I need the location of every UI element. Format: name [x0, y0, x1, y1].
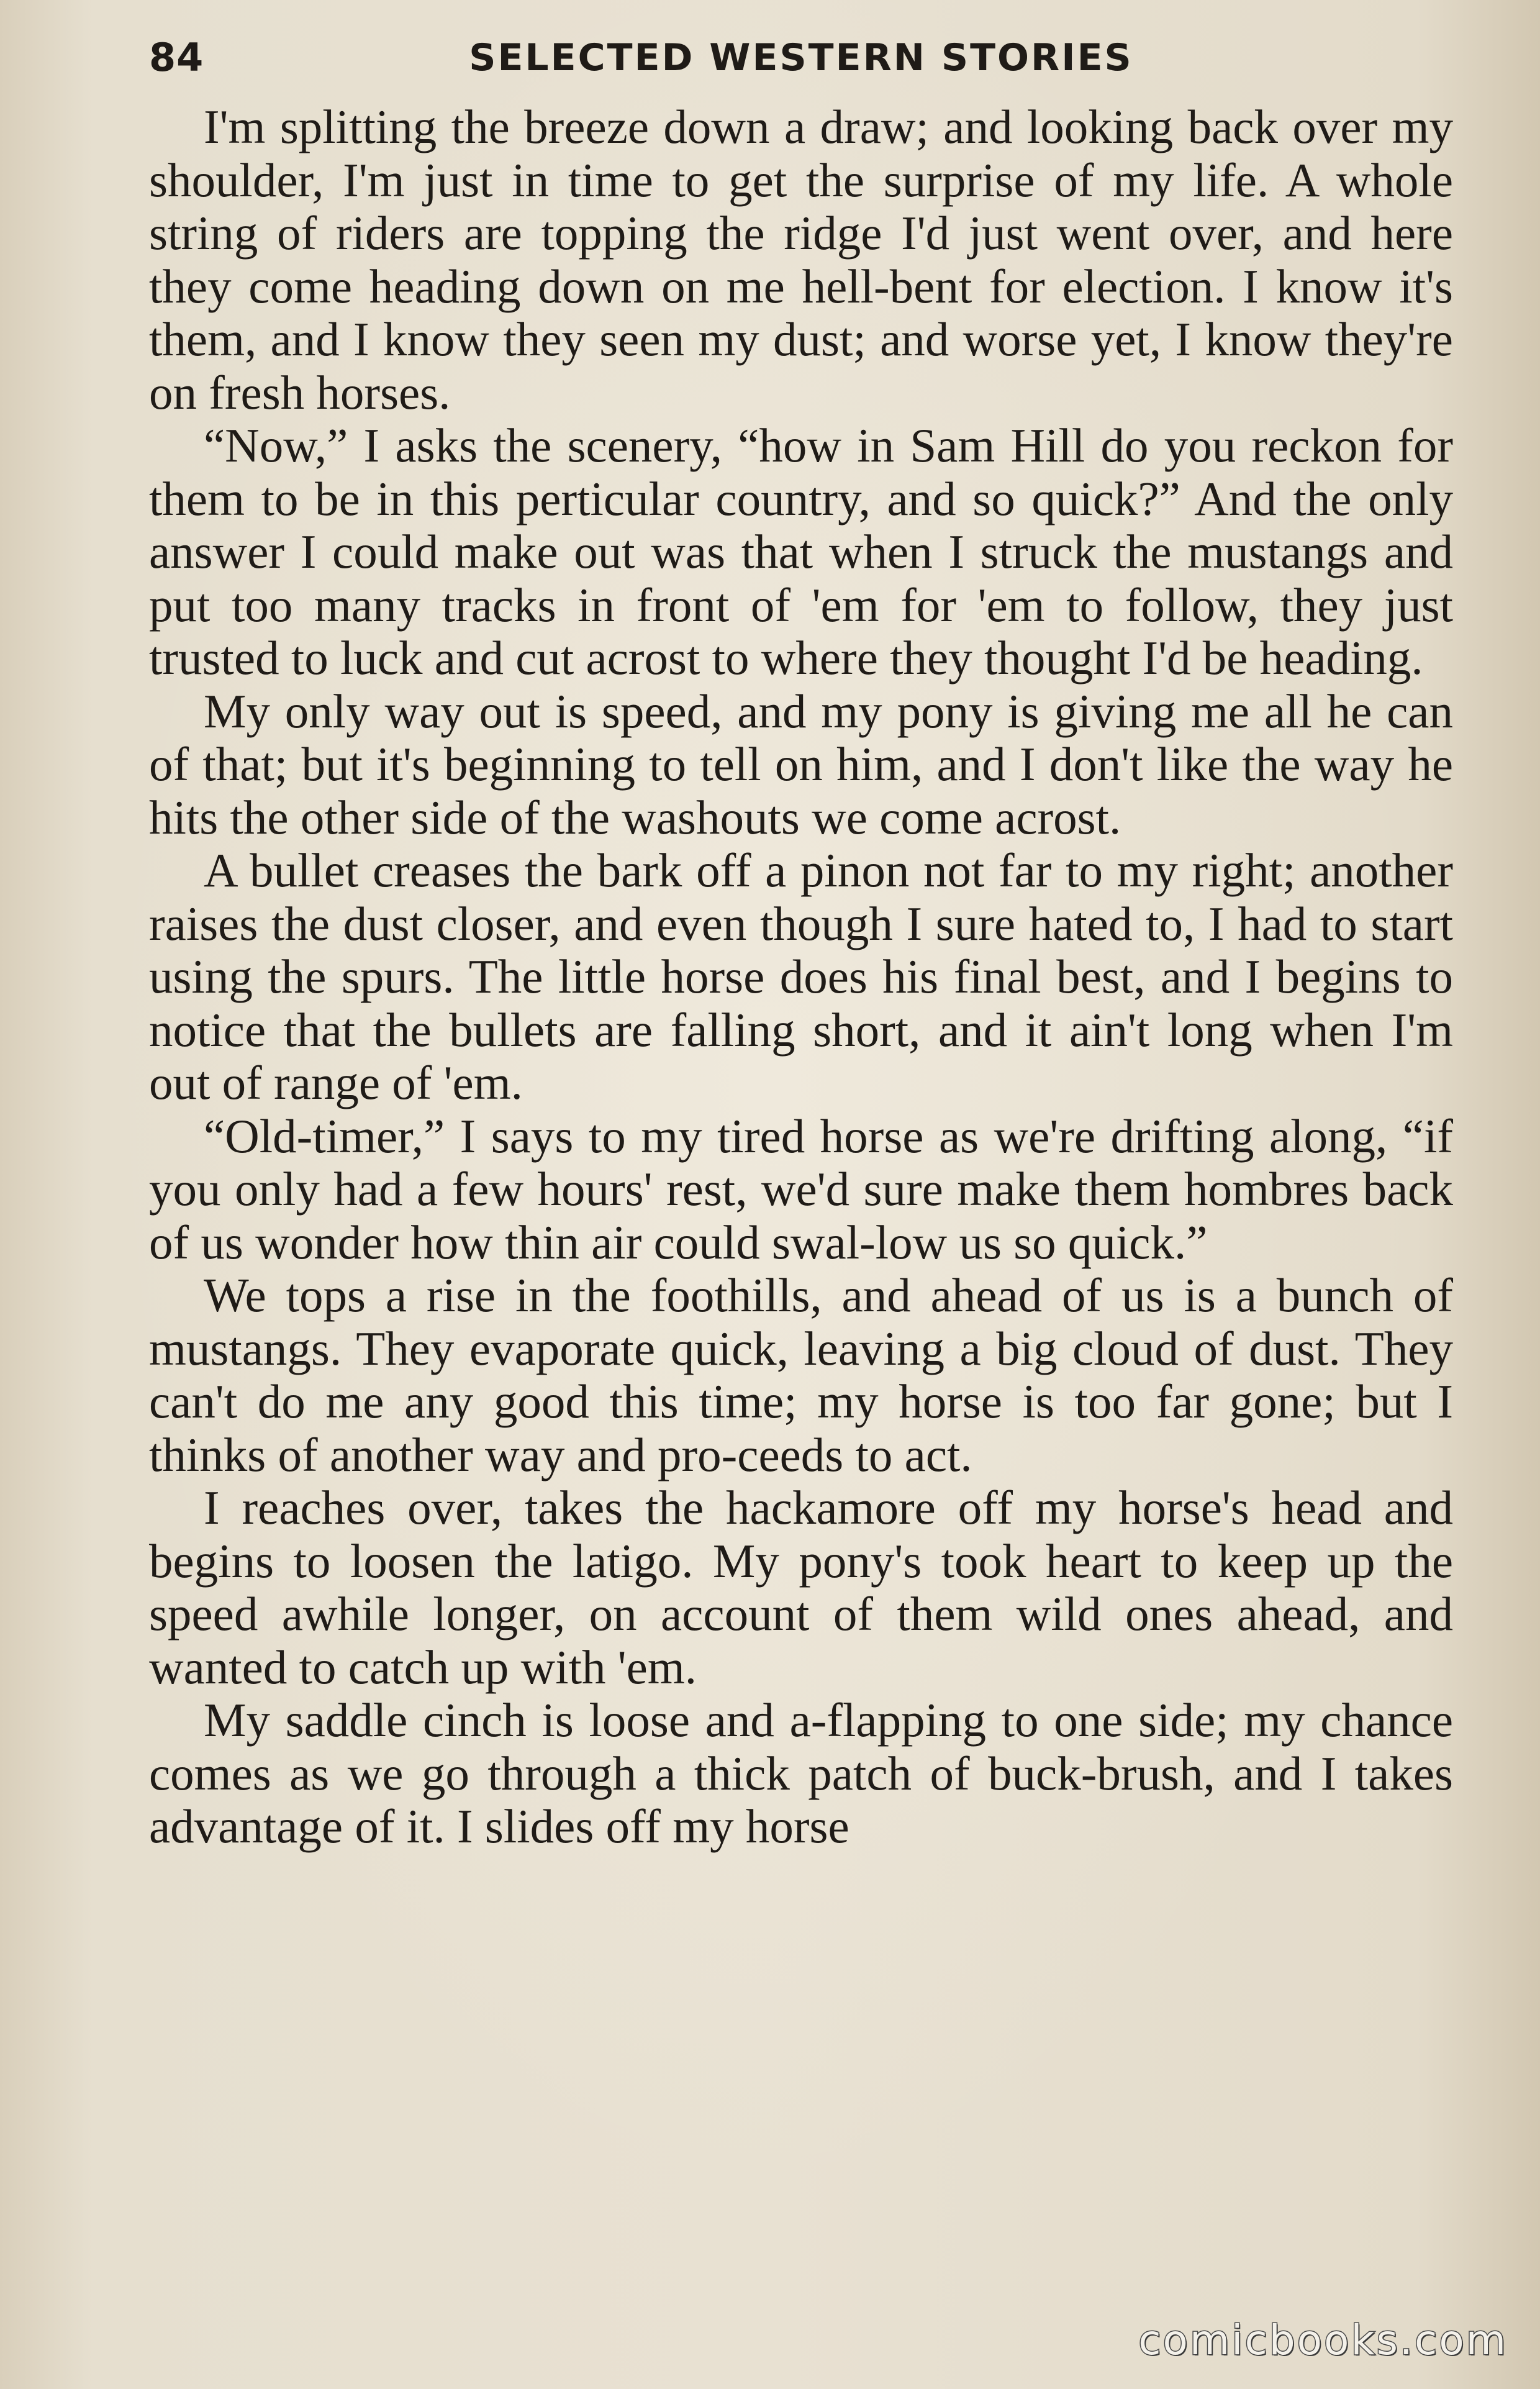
paragraph: My saddle cinch is loose and a-flapping to one side; my chance comes as we go through a thick patch of buck-brush, and I takes advantage of it. I slides off my horse: [149, 1693, 1453, 1853]
running-head: [149, 30, 1453, 86]
paragraph: I reaches over, takes the hackamore off my horse's head and begins to loosen the latigo. My pony's took heart to keep up the speed awhile longer, on account of them wild ones ahead, and wanted to catch up with 'em.: [149, 1481, 1453, 1694]
watermark-logo: comicbooks.com: [1138, 2316, 1508, 2364]
paragraph: “Old-timer,” I says to my tired horse as we're drifting along, “if you only had a few hours' rest, we'd sure make them hombres back of us wonder how thin air could swal-low us so quick.”: [149, 1109, 1453, 1269]
paragraph: A bullet creases the bark off a pinon not far to my right; another raises the dust closer, and even though I sure hated to, I had to start using the spurs. The little horse does his final best, and I begins to notice that the bullets are falling short, and it ain't long when I'm out of range of 'em.: [149, 844, 1453, 1109]
paragraph: I'm splitting the breeze down a draw; and looking back over my shoulder, I'm just in time to get the surprise of my life. A whole string of riders are topping the ridge I'd just went over, and here they come heading down on me hell-bent for election. I know it's them, and I know they seen my dust; and worse yet, I know they're on fresh horses.: [149, 100, 1453, 419]
paragraph: “Now,” I asks the scenery, “how in Sam Hill do you reckon for them to be in this perticular country, and so quick?” And the only answer I could make out was that when I struck the mustangs and put too many tracks in front of 'em for 'em to follow, they just trusted to luck and cut acrost to where they thought I'd be heading.: [149, 419, 1453, 685]
story-text: [149, 101, 1453, 1854]
running-title: SELECTED WESTERN STORIES: [469, 36, 1133, 80]
paragraph: We tops a rise in the foothills, and ahead of us is a bunch of mustangs. They evaporate quick, leaving a big cloud of dust. They can't do me any good this time; my horse is too far gone; but I thinks of another way and pro-ceeds to act.: [149, 1268, 1453, 1481]
paragraph: My only way out is speed, and my pony is giving me all he can of that; but it's beginning to tell on him, and I don't like the way he hits the other side of the washouts we come acrost.: [149, 684, 1453, 844]
page-number: 84: [149, 35, 204, 80]
